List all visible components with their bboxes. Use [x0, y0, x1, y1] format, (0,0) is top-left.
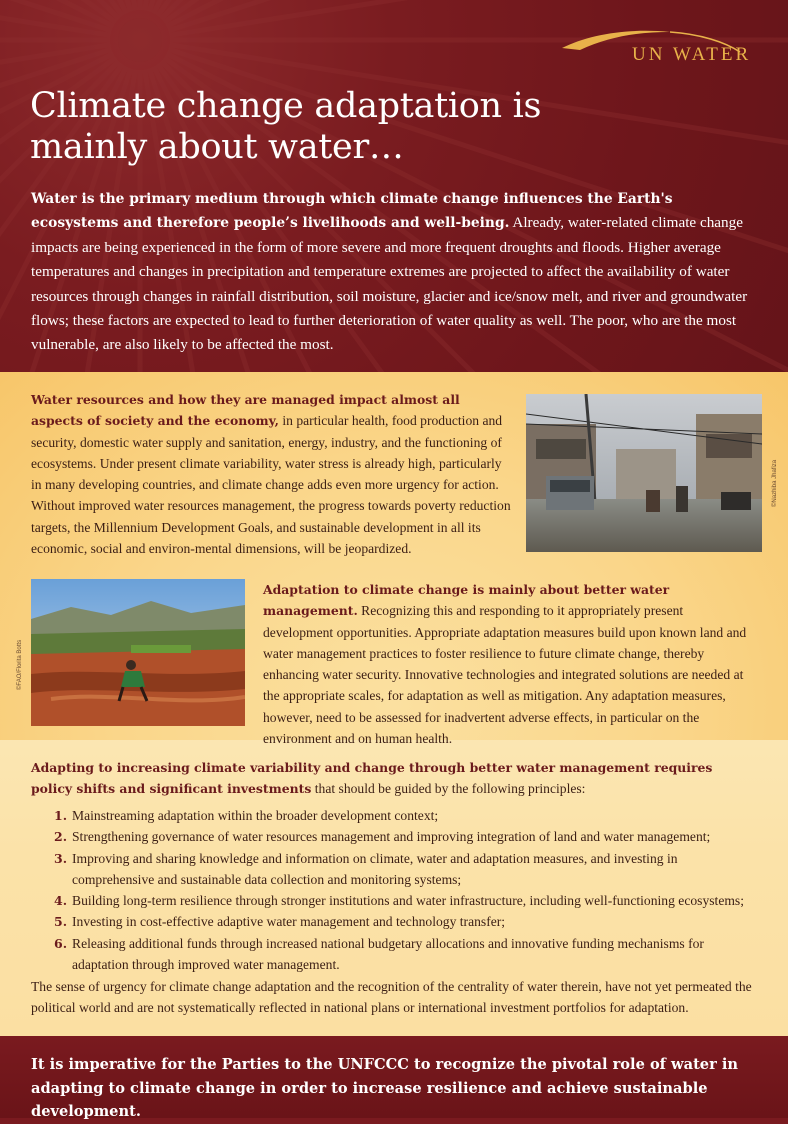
adaptation-paragraph — [263, 579, 753, 749]
list-text: Mainstreaming adaptation within the broader development context; — [72, 808, 439, 823]
list-number: 6. — [54, 935, 68, 951]
footer-banner — [0, 1036, 788, 1118]
list-number: 5. — [54, 914, 68, 930]
list-text: Releasing additional funds through increased national budgetary allocations and innovative funding mechanisms for adaptation through improved water management. — [72, 935, 704, 973]
farmer-field-photo — [31, 579, 245, 726]
photo-credit-2: ©FAO/Florita Botts — [17, 639, 23, 690]
photo-credit-1: ©Nazhiba Jhafiza — [772, 459, 778, 507]
list-number: 2. — [54, 829, 68, 845]
page-title — [30, 86, 670, 168]
list-item — [48, 933, 760, 976]
list-text: Investing in cost-effective adaptive water management and technology transfer; — [72, 914, 506, 930]
intro-text: Already, water-related climate change impacts are being experienced in the form of more severe and more frequent droughts and floods. Higher average temperatures and changes in precipitation and temperature extremes are projected to affect the availability of water resources through changes in rainfall distribution, soil moisture, glacier and ice/snow melt, and river and groundwater flows; these factors are expected to lead to further deterioration of water quality as well. The poor, who are the most vulnerable, are also likely to be affected the most. — [31, 214, 748, 354]
list-item — [48, 805, 760, 826]
intro-paragraph — [31, 187, 759, 358]
list-item — [48, 890, 760, 911]
title-line-2: mainly about water… — [30, 127, 404, 167]
list-text: Strengthening governance of water resources management and improving integration of land and water management; — [72, 829, 711, 845]
intro-lead: Water is the primary medium through which climate change influences the Earth's ecosystems and therefore people’s livelihoods and well-being. — [31, 191, 673, 232]
section3-lead: Adapting to increasing climate variability and change through better water management requires policy shifts and significant investments — [31, 760, 713, 797]
footer-statement: It is imperative for the Parties to the UNFCCC to recognize the pivotal role of water in adapting to climate change in order to increase resilience and achieve sustainable development. — [31, 1056, 739, 1120]
list-item — [48, 848, 760, 891]
section1-text: in particular health, food production and security, domestic water supply and sanitation, energy, industry, and the functioning of ecosystems. Under present climate variability, water stress is already high, particularly in many developing countries, and climate change adds even more urgency for action. Without improved water resources management, the progress towards poverty reduction targets, the Millennium Development Goals, and sustainable development in all its economic, social and environ-mental dimensions, will be jeopardized. — [31, 413, 511, 557]
list-text: Building long-term resilience through stronger institutions and water infrastructure, including well-functioning ecosystems; — [72, 893, 744, 909]
logo-text: UN WATER — [632, 44, 752, 65]
content-panel — [0, 372, 788, 1036]
header-banner — [0, 0, 788, 372]
list-number: 3. — [54, 850, 68, 866]
section2-lead: Adaptation to climate change is mainly about better water management. — [263, 582, 670, 619]
title-line-1: Climate change adaptation is — [30, 86, 542, 126]
sunburst-ray — [169, 0, 788, 31]
policy-paragraph — [31, 757, 755, 800]
list-number: 1. — [54, 808, 68, 823]
section3-text: that should be guided by the following principles: — [311, 781, 586, 797]
list-text: Improving and sharing knowledge and information on climate, water and adaptation measures, and investing in comprehensive and sustainable data collection and monitoring systems; — [72, 850, 678, 887]
principles-list — [48, 805, 760, 975]
list-number: 4. — [54, 893, 68, 909]
list-item — [48, 911, 760, 932]
list-item — [48, 826, 760, 847]
water-resources-paragraph — [31, 389, 511, 559]
un-water-logo — [560, 28, 770, 68]
closing-paragraph: The sense of urgency for climate change adaptation and the recognition of the centrality of water therein, have not yet permeated the political world and are not systematically reflected in national plans or international investment portfolios for adaptation. — [31, 979, 752, 1016]
section1-lead: Water resources and how they are managed impact almost all aspects of society and the economy, — [31, 392, 460, 429]
flooded-street-photo — [526, 394, 762, 552]
section2-text: Recognizing this and responding to it appropriately present development opportunities. Appropriate adaptation measures build upon known land and water management practices to foster resilience to future climate change, thereby enhancing water security. Innovative technologies and integrated solutions are needed at the appropriate scales, for adaptation as well as mitigation. Any adaptation measures, however, need to be assessed for inadvertent adverse effects, in particular on the environment and on human health. — [263, 603, 747, 747]
